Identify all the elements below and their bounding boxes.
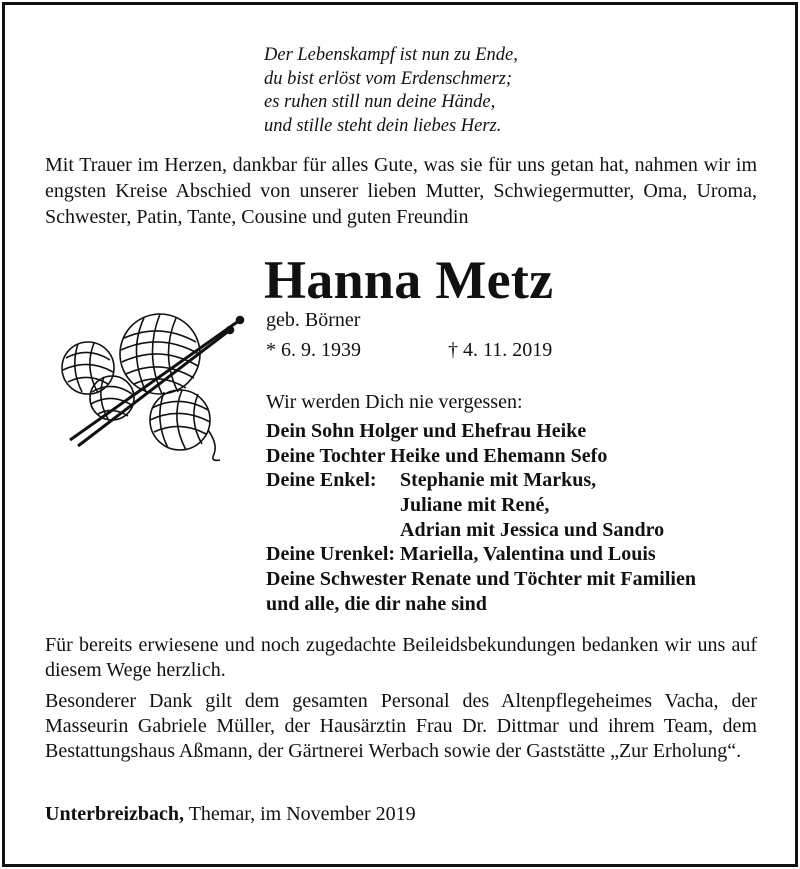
poem-line: und stille steht dein liebes Herz. <box>264 115 502 136</box>
family-row <box>266 592 766 617</box>
thanks-paragraph: Für bereits erwiesene und noch zugedachte Beileidsbekundungen bedanken wir uns auf diesem Wege herzlich. <box>45 634 757 681</box>
poem-line: es ruhen still nun deine Hände, <box>264 92 496 112</box>
place-rest: Themar, im November 2019 <box>184 803 416 825</box>
poem-line: Der Lebenskampf ist nun zu Ende, <box>264 45 518 65</box>
family-list <box>266 419 766 617</box>
family-daughter: Deine Tochter Heike und Ehemann Sefo <box>266 444 608 467</box>
family-son: Dein Sohn Holger und Ehefrau Heike <box>266 420 587 442</box>
maiden-name: geb. Börner <box>266 309 361 331</box>
place-town: Unterbreizbach, <box>45 803 185 825</box>
death-date: † 4. 11. 2019 <box>448 339 553 361</box>
birth-date: * 6. 9. 1939 <box>266 339 361 361</box>
grandchild: Stephanie mit Markus, <box>400 469 597 492</box>
never-forget-line: Wir werden Dich nie vergessen: <box>266 391 523 413</box>
grandchildren-label: Deine Enkel: <box>266 469 377 492</box>
deceased-name: Hanna Metz <box>264 250 554 310</box>
family-row <box>266 567 766 592</box>
grandchild: Adrian mit Jessica und Sandro <box>400 518 665 541</box>
family-row <box>266 493 766 518</box>
family-row <box>266 444 766 469</box>
family-row <box>266 518 766 543</box>
poem <box>264 44 594 138</box>
family-row <box>266 468 766 493</box>
intro-text: Mit Trauer im Herzen, dankbar für alles Gute, was sie für uns getan hat, nahmen wir im engsten Kreise Abschied von unserer lieben Mutter, Schwiegermutter, Oma, Uroma, Schwester, Patin, Tante, Cousine und guten Freundin <box>45 154 757 228</box>
family-row <box>266 419 766 444</box>
family-sister: Deine Schwester Renate und Töchter mit Familien <box>266 568 696 591</box>
place-and-date <box>45 803 416 826</box>
family-great-grandchildren: Deine Urenkel: Mariella, Valentina und Louis <box>266 543 656 566</box>
family-others: und alle, die dir nahe sind <box>266 592 487 615</box>
thanks-paragraph: Besonderer Dank gilt dem gesamten Personal des Altenpflegeheimes Vacha, der Masseurin Gabriele Müller, der Hausärztin Frau Dr. Dittmar und ihrem Team, dem Bestattungshaus Aßmann, der Gärtnerei Werbach sowie der Gaststätte „Zur Erholung“. <box>45 690 757 762</box>
yarn-balls-knitting-needles-icon <box>48 312 248 462</box>
thanks-section <box>45 633 757 770</box>
grandchild: Juliane mit René, <box>400 494 550 517</box>
family-row <box>266 542 766 567</box>
poem-line: du bist erlöst vom Erdenschmerz; <box>264 68 513 89</box>
